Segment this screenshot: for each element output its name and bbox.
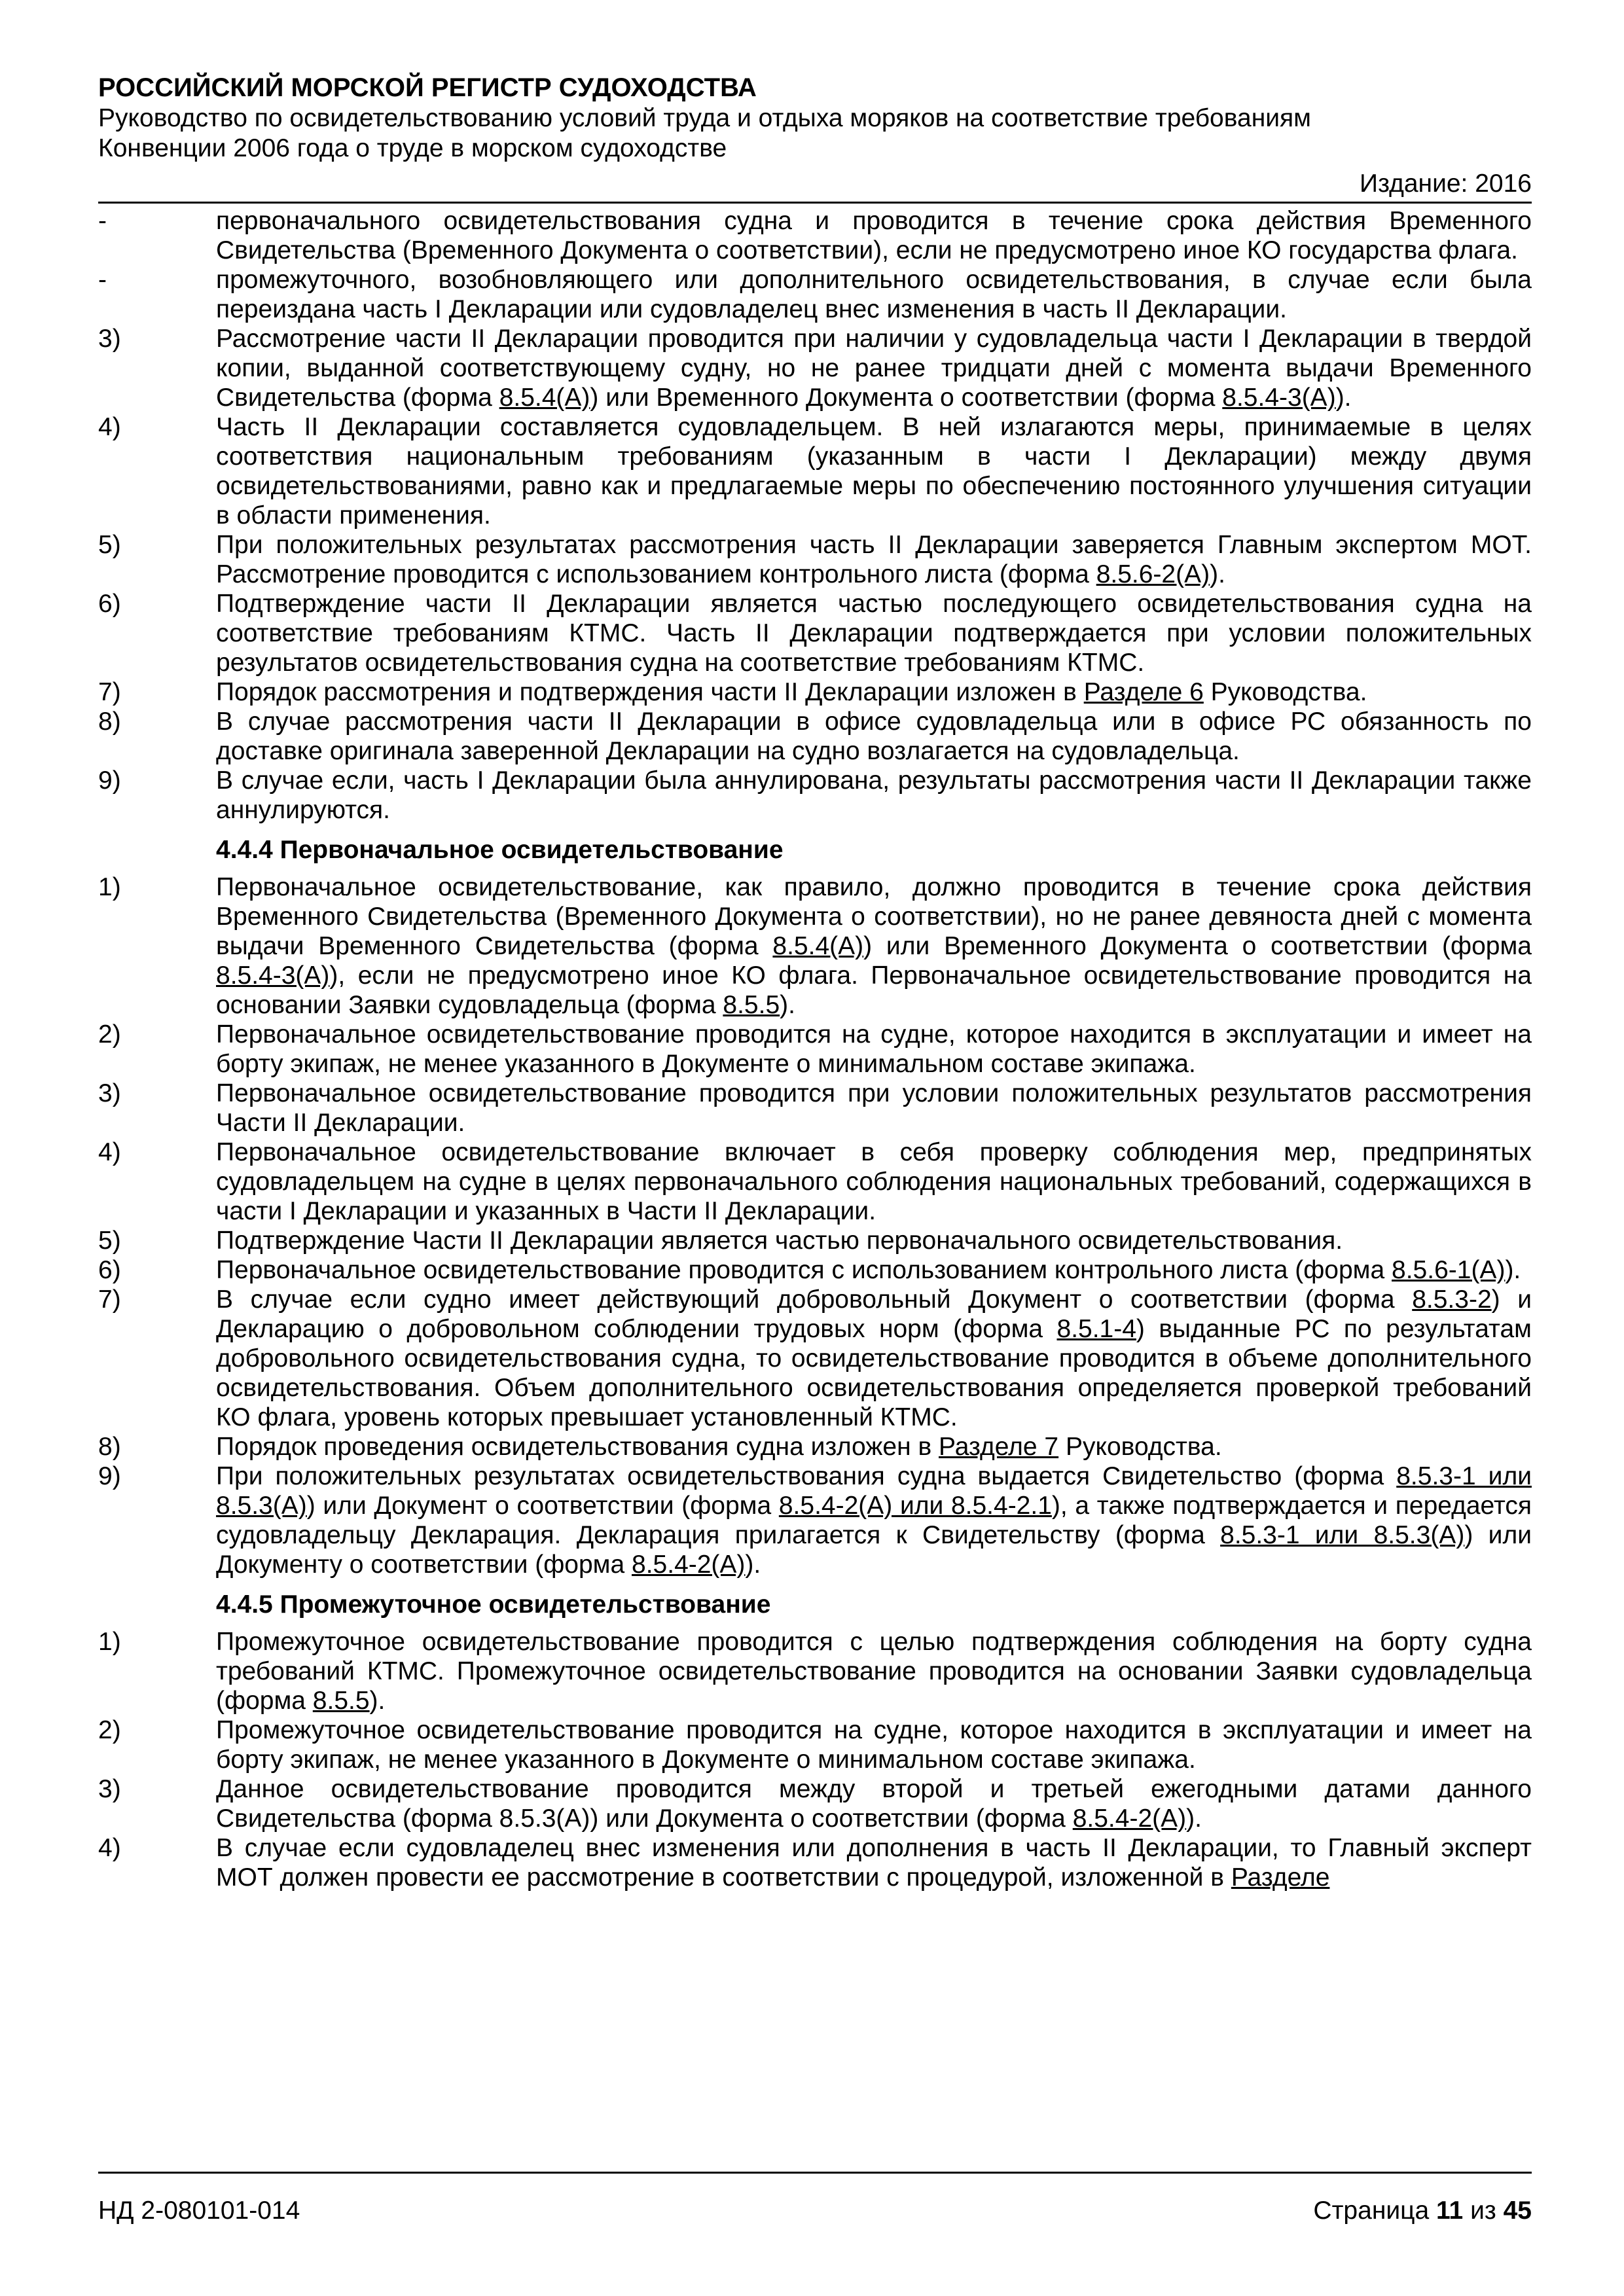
list-marker: 8) [98, 708, 121, 736]
list-item [98, 766, 1532, 825]
text-run: ). [1210, 560, 1225, 588]
list-item [98, 1462, 1532, 1579]
list-item-text [216, 589, 1532, 677]
text-run: ) или Документ о соответствии (форма [306, 1492, 779, 1520]
text-run: ) или Документу о соответствии (форма [216, 1521, 1532, 1579]
form-reference-link[interactable]: Разделе 7 [939, 1433, 1059, 1461]
form-reference-link[interactable]: 8.5.4-2(А) или 8.5.4-2.1 [778, 1492, 1052, 1520]
section-heading-4-4-4: 4.4.4 Первоначальное освидетельствование [216, 836, 784, 864]
page-footer [98, 2172, 1532, 2226]
form-reference-link[interactable]: Разделе [1231, 1863, 1330, 1892]
list-item-text [216, 1715, 1532, 1774]
form-reference-link[interactable]: 8.5.3-1 или 8.5.3(А) [1220, 1521, 1465, 1549]
text-run: Руководства. [1058, 1433, 1222, 1461]
list-item [98, 206, 1532, 265]
list-item [98, 1432, 1532, 1462]
list-marker: 3) [98, 325, 121, 353]
list-item-text [216, 707, 1532, 766]
list-item-text [216, 677, 1532, 707]
page-word: Страница [1313, 2197, 1430, 2225]
text-run: ), а также подтверждается и передается судовладельцу Декларация. Декларация прилагается к Свидетельству (форма [216, 1492, 1532, 1549]
text-run: В случае рассмотрения части II Декларации в офисе судовладельца или в офисе РС обязанность по доставке оригинала заверенной Декларации на судно возлагается на судовладельца. [216, 708, 1532, 765]
text-run: Руководства. [1203, 678, 1367, 706]
form-reference-link[interactable]: 8.5.3-1 или 8.5.3(А) [216, 1462, 1532, 1520]
list-item-text [216, 412, 1532, 530]
list-marker: 1) [98, 873, 121, 901]
list-item-text [216, 1255, 1532, 1285]
list-item [98, 324, 1532, 412]
list-marker: 2) [98, 1020, 121, 1049]
list-item [98, 1079, 1532, 1138]
section-heading-4-4-5: 4.4.5 Промежуточное освидетельствование [216, 1590, 771, 1619]
form-reference-link[interactable]: 8.5.4-3(А) [1222, 384, 1336, 412]
list-marker: 4) [98, 1138, 121, 1166]
footer-row [98, 2196, 1532, 2226]
list-marker: - [98, 207, 107, 235]
page-number: 11 [1436, 2197, 1464, 2225]
list-item [98, 1255, 1532, 1285]
list-marker: 3) [98, 1079, 121, 1107]
list-item-text [216, 1226, 1532, 1255]
list-item [98, 589, 1532, 677]
list-item-text [216, 1432, 1532, 1462]
section-4-4-5-list [98, 1627, 1532, 1892]
list-marker: 5) [98, 1227, 121, 1255]
list-item [98, 1715, 1532, 1774]
list-item [98, 872, 1532, 1020]
list-item [98, 1138, 1532, 1226]
list-item-text [216, 766, 1532, 825]
list-item-text [216, 1833, 1532, 1892]
list-item [98, 1627, 1532, 1715]
text-run: Промежуточное освидетельствование проводится на судне, которое находится в эксплуатации и имеет на борту экипаж, не менее указанного в Документе о минимальном составе экипажа. [216, 1716, 1532, 1774]
text-run: В случае если судовладелец внес изменения или дополнения в часть II Декларации, то Главный эксперт МОТ должен провести ее рассмотрение в соответствии с процедурой, изложенной в [216, 1834, 1532, 1892]
page-number-indicator [1313, 2196, 1532, 2226]
form-reference-link[interactable]: 8.5.3-2 [1412, 1285, 1492, 1314]
form-reference-link[interactable]: 8.5.6-1(А) [1392, 1256, 1506, 1284]
text-run: Первоначальное освидетельствование проводится при условии положительных результатов рассмотрения Части II Декларации. [216, 1079, 1532, 1137]
text-run: промежуточного, возобновляющего или дополнительного освидетельствования, в случае если была переиздана часть I Декларации или судовладелец внес изменения в часть II Декларации. [216, 266, 1532, 323]
text-run: ), если не предусмотрено иное КО флага. Первоначальное освидетельствование проводится на основании Заявки судовладельца (форма [216, 961, 1532, 1019]
list-item-text [216, 1627, 1532, 1715]
text-run: Данное освидетельствование проводится между второй и третьей ежегодными датами данного Свидетельства (форма 8.5.3(А)) или Документа о соответствии (форма [216, 1775, 1532, 1833]
list-item [98, 1285, 1532, 1432]
text-run: Рассмотрение части II Декларации проводится при наличии у судовладельца части I Декларации в твердой копии, выданной соответствующему судну, но не ранее тридцати дней с момента выдачи Временного Свидетельства (форма [216, 325, 1532, 412]
list-item-text [216, 1020, 1532, 1079]
page-header [98, 72, 1532, 204]
text-run: ) или Временного Документа о соответствии (форма [590, 384, 1223, 412]
text-run: Порядок рассмотрения и подтверждения части II Декларации изложен в [216, 678, 1084, 706]
text-run: При положительных результатах освидетельствования судна выдается Свидетельство (форма [216, 1462, 1397, 1490]
list-item-text [216, 1285, 1532, 1432]
form-reference-link[interactable]: 8.5.4-2(А) [632, 1551, 746, 1579]
form-reference-link[interactable]: 8.5.4-3(А) [216, 961, 330, 990]
text-run: Первоначальное освидетельствование проводится на судне, которое находится в эксплуатации и имеет на борту экипаж, не менее указанного в Документе о минимальном составе экипажа. [216, 1020, 1532, 1078]
text-run: ) и Декларацию о добровольном соблюдении трудовых норм (форма [216, 1285, 1532, 1343]
list-item-text [216, 1462, 1532, 1579]
list-marker: 5) [98, 531, 121, 559]
text-run: ). [780, 991, 795, 1019]
list-marker: 8) [98, 1433, 121, 1461]
list-marker: 7) [98, 678, 121, 706]
text-run: Промежуточное освидетельствование проводится с целью подтверждения соблюдения на борту судна требований КТМС. Промежуточное освидетельствование проводится на основании Заявки судовладельца (форма [216, 1628, 1532, 1715]
list-item-text [216, 1079, 1532, 1138]
list-marker: 4) [98, 1834, 121, 1862]
document-code: НД 2-080101-014 [98, 2197, 300, 2225]
text-run: ). [1335, 384, 1352, 412]
form-reference-link[interactable]: Разделе 6 [1083, 678, 1204, 706]
list-item-text [216, 530, 1532, 589]
edition-label: Издание: 2016 [1360, 170, 1532, 198]
list-marker: 9) [98, 1462, 121, 1490]
text-run: ). [369, 1687, 386, 1715]
form-reference-link[interactable]: 8.5.4-2(А) [1072, 1804, 1187, 1833]
text-run: В случае если судно имеет действующий добровольный Документ о соответствии (форма [216, 1285, 1413, 1314]
form-reference-link[interactable]: 8.5.4(А) [772, 932, 864, 960]
list-marker: 1) [98, 1628, 121, 1656]
text-run: Порядок проведения освидетельствования судна изложен в [216, 1433, 939, 1461]
list-item [98, 1226, 1532, 1255]
form-reference-link[interactable]: 8.5.5 [312, 1687, 370, 1715]
list-marker: 6) [98, 1256, 121, 1284]
footer-divider [98, 2172, 1532, 2174]
text-run: Первоначальное освидетельствование, как правило, должно проводится в течение срока действия Временного Свидетельства (Временного Документа о соответствии), но не ранее девяноста дней с момента выдачи Временного Свидетельства (форма [216, 873, 1532, 960]
section-4-4-4-list [98, 872, 1532, 1579]
list-item [98, 265, 1532, 324]
list-item-text [216, 872, 1532, 1020]
text-run: Подтверждение части II Декларации является частью последующего освидетельствования судна на соответствие требованиям КТМС. Часть II Декларации подтверждается при условии положительных результатов освидетельствования судна на соответствие требованиям КТМС. [216, 590, 1532, 677]
list-item [98, 707, 1532, 766]
text-run: В случае если, часть I Декларации была аннулирована, результаты рассмотрения части II Декларации также аннулируются. [216, 766, 1532, 824]
form-reference-link[interactable]: 8.5.5 [723, 991, 780, 1019]
document-title-line-2: Конвенции 2006 года о труде в морском судоходстве [98, 134, 727, 162]
text-run: ). [1505, 1256, 1521, 1284]
list-marker: 9) [98, 766, 121, 795]
continuation-list [98, 206, 1532, 825]
form-reference-link[interactable]: 8.5.1-4 [1056, 1315, 1136, 1343]
list-item [98, 1833, 1532, 1892]
text-run: ). [745, 1551, 761, 1579]
document-title-line-1: Руководство по освидетельствованию условий труда и отдыха моряков на соответствие требованиям [98, 104, 1311, 132]
text-run: Первоначальное освидетельствование проводится с использованием контрольного листа (форма [216, 1256, 1392, 1284]
text-run: ) или Временного Документа о соответствии (форма [863, 932, 1532, 960]
text-run: Часть II Декларации составляется судовладельцем. В ней излагаются меры, принимаемые в целях соответствия национальным требованиям (указанным в части I Декларации) между двумя освидетельствованиями, равно как и предлагаемые меры по обеспечению постоянного улучшения ситуации в области применения. [216, 413, 1532, 529]
list-item [98, 1774, 1532, 1833]
text-run: Первоначальное освидетельствование включает в себя проверку соблюдения мер, предпринятых судовладельцем на судне в целях первоначального соблюдения национальных требований, содержащихся в части I Декларации и указанных в Части II Декларации. [216, 1138, 1532, 1225]
text-run: ) выданные РС по результатам добровольного освидетельствования судна, то освидетельствование проводится в объеме дополнительного освидетельствования. Объем дополнительного освидетельствования определяется проверкой требований КО флага, уровень которых превышает установленный КТМС. [216, 1315, 1532, 1431]
list-item [98, 530, 1532, 589]
text-run: первоначального освидетельствования судна и проводится в течение срока действия Временного Свидетельства (Временного Документа о соответствии), если не предусмотрено иное КО государства флага. [216, 207, 1532, 264]
text-run: При положительных результатах рассмотрения часть II Декларации заверяется Главным экспертом МОТ. Рассмотрение проводится с использованием контрольного листа (форма [216, 531, 1532, 588]
page-total: 45 [1503, 2197, 1532, 2225]
text-run: ). [1186, 1804, 1202, 1833]
document-page [98, 72, 1532, 1892]
list-item-text [216, 1774, 1532, 1833]
list-marker: 4) [98, 413, 121, 441]
list-marker: - [98, 266, 107, 294]
list-marker: 6) [98, 590, 121, 618]
list-item-text [216, 265, 1532, 324]
header-divider [98, 202, 1532, 204]
organization-title: РОССИЙСКИЙ МОРСКОЙ РЕГИСТР СУДОХОДСТВА [98, 73, 757, 102]
list-item [98, 1020, 1532, 1079]
form-reference-link[interactable]: 8.5.6-2(А) [1096, 560, 1210, 588]
list-item-text [216, 324, 1532, 412]
list-item-text [216, 1138, 1532, 1226]
list-item [98, 412, 1532, 530]
document-body [98, 206, 1532, 1892]
text-run: Подтверждение Части II Декларации является частью первоначального освидетельствования. [216, 1227, 1343, 1255]
form-reference-link[interactable]: 8.5.4(А) [499, 384, 590, 412]
list-item [98, 677, 1532, 707]
list-marker: 7) [98, 1285, 121, 1314]
list-marker: 3) [98, 1775, 121, 1803]
list-item-text [216, 206, 1532, 265]
of-word: из [1470, 2197, 1496, 2225]
list-marker: 2) [98, 1716, 121, 1744]
